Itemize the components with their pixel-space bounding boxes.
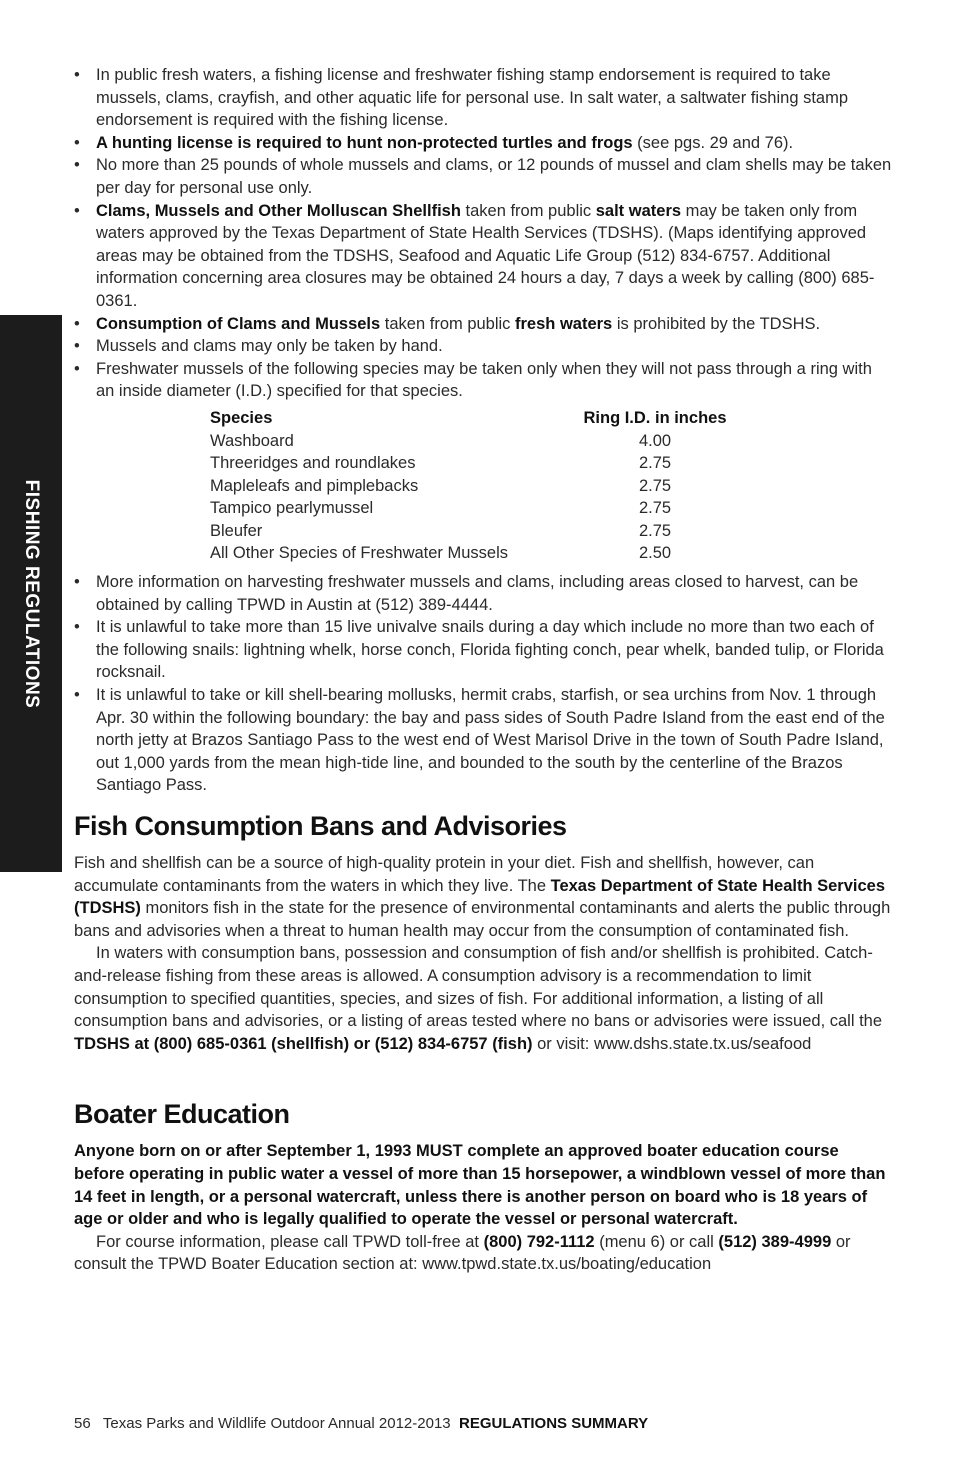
regulation-bullets: [74, 64, 892, 403]
publication-title: Texas Parks and Wildlife Outdoor Annual 2012-2013: [102, 1415, 451, 1432]
text-run: Mussels and clams may only be taken by hand.: [96, 337, 443, 356]
bold-text: Clams, Mussels and Other Molluscan Shellfish: [96, 201, 461, 220]
text-run: No more than 25 pounds of whole mussels and clams, or 12 pounds of mussel and clam shells may be taken per day for personal use only.: [96, 156, 892, 197]
species-table-body: [210, 430, 730, 566]
table-row: [210, 497, 730, 520]
boater-education-contact: [74, 1231, 892, 1276]
species-name-cell: Washboard: [210, 431, 294, 450]
table-row: [210, 475, 730, 498]
text-run: More information on harvesting freshwater mussels and clams, including areas closed to harvest, can be obtained by calling TPWD in Austin at (512) 389-4444.: [96, 573, 859, 614]
bold-text: A hunting license is required to hunt non-protected turtles and frogs: [96, 133, 633, 152]
text-run: In public fresh waters, a fishing license and freshwater fishing stamp endorsement is required to take mussels, clams, crayfish, and other aquatic life for personal use. In salt water, a saltwater fishing stamp endorsement is required with the fishing license.: [96, 66, 849, 130]
page-footer: [74, 1415, 648, 1432]
bold-text: fresh waters: [515, 314, 613, 333]
fish-consumption-paragraph-2: [74, 942, 892, 1055]
text-run: For course information, please call TPWD toll-free at: [96, 1232, 484, 1251]
bold-text: Texas Department of State Health Services (TDSHS): [74, 876, 886, 918]
text-run: (menu 6) or call: [594, 1232, 719, 1251]
bold-text: (800) 792-1112: [483, 1232, 595, 1251]
fish-consumption-paragraph-1: [74, 852, 892, 942]
species-ring-table: [210, 407, 730, 565]
list-item: [74, 616, 892, 684]
table-row: [210, 430, 730, 453]
bold-text: (512) 389-4999: [718, 1232, 832, 1251]
table-row: [210, 452, 730, 475]
ring-column-header: Ring I.D. in inches: [583, 408, 727, 427]
text-run: Fish and shellfish can be a source of high-quality protein in your diet. Fish and shellfish, however, can accumulate contaminants from the waters in which they live. The: [74, 854, 815, 895]
text-run: It is unlawful to take more than 15 live univalve snails during a day which include no more than two each of the following snails: lightning whelk, horse conch, Florida fighting conch, pear whelk, banded tulip, or Florida rocksnail.: [96, 618, 884, 682]
ring-size-cell: 2.75: [638, 454, 672, 473]
text-run: (see pgs. 29 and 76).: [632, 133, 794, 152]
table-row: [210, 520, 730, 543]
species-name-cell: Mapleleafs and pimplebacks: [210, 476, 419, 495]
page-content: [74, 64, 892, 1276]
text-run: monitors fish in the state for the presence of environmental contaminants and alerts the public through bans and advisories when a threat to human health may occur from the consumption of contaminated fish.: [74, 899, 891, 940]
bold-text: TDSHS at (800) 685-0361 (shellfish) or (512) 834-6757 (fish): [74, 1034, 533, 1053]
species-name-cell: Threeridges and roundlakes: [210, 454, 416, 473]
species-name-cell: All Other Species of Freshwater Mussels: [210, 544, 509, 563]
section-heading-boater-education: Boater Education: [74, 1099, 290, 1130]
list-item: [74, 200, 892, 313]
boater-education-requirement: Anyone born on or after September 1, 1993 MUST complete an approved boater education course before operating in public water a vessel of more than 15 horsepower, a windblown vessel of more than 14 feet in length, or a personal watercraft, unless there is another person on board who is 18 years of age or older and who is legally qualified to operate the vessel or personal watercraft.: [74, 1142, 886, 1229]
list-item: [74, 313, 892, 336]
ring-size-cell: 2.75: [638, 499, 672, 518]
species-name-cell: Bleufer: [210, 521, 263, 540]
text-run: may be taken only from waters approved by the Texas Department of State Health Services (TDSHS). (Maps identifying approved areas may be obtained from the TDSHS, Seafood and Aquatic Life Group (512) 834-6757. Additional information concerning area closures may be obtained 24 hours a day, 7 days a week by calling (800) 685-0361.: [96, 201, 875, 310]
table-row: [210, 542, 730, 565]
list-item: [74, 132, 892, 155]
section-heading-fish-consumption: Fish Consumption Bans and Advisories: [74, 811, 567, 841]
bold-text: salt waters: [595, 201, 682, 220]
text-run: is prohibited by the TDSHS.: [612, 314, 821, 333]
text-run: or consult the TPWD Boater Education section at: www.tpwd.state.tx.us/boating/education: [74, 1232, 851, 1274]
bold-text: Consumption of Clams and Mussels: [96, 314, 381, 333]
list-item: [74, 64, 892, 132]
table-header-row: [210, 407, 730, 430]
side-section-tab: [0, 315, 62, 872]
list-item: [74, 358, 892, 403]
text-run: taken from public: [380, 314, 516, 333]
ring-size-cell: 2.50: [638, 544, 672, 563]
text-run: In waters with consumption bans, possession and consumption of fish and/or shellfish is prohibited. Catch-and-release fishing from these areas is allowed. A consumption advisory is a recommendation to limit consumption to specified quantities, species, and sizes of fish. For additional information, a listing of all consumption bans and advisories, or a listing of areas tested where no bans or advisories were issued, call the: [74, 944, 883, 1031]
list-item: [74, 684, 892, 797]
side-tab-label: FISHING REGULATIONS: [21, 479, 42, 708]
text-run: or visit: www.dshs.state.tx.us/seafood: [532, 1034, 812, 1053]
regulation-bullets-continued: [74, 571, 892, 797]
text-run: taken from public: [460, 201, 596, 220]
list-item: [74, 335, 892, 358]
text-run: Freshwater mussels of the following species may be taken only when they will not pass through a ring with an inside diameter (I.D.) specified for that species.: [96, 359, 872, 401]
species-column-header: Species: [210, 408, 273, 427]
list-item: [74, 154, 892, 199]
text-run: It is unlawful to take or kill shell-bearing mollusks, hermit crabs, starfish, or sea urchins from Nov. 1 through Apr. 30 within the following boundary: the bay and pass sides of South Padre Island from the east end of the north jetty at Brazos Santiago Pass to the west end of West Marisol Drive in the town of South Padre Island, out 1,000 yards from the mean high-tide line, and bounded to the south by the centerline of the Brazos Santiago Pass.: [96, 686, 885, 795]
ring-size-cell: 4.00: [638, 431, 672, 450]
page-number: 56: [74, 1415, 91, 1432]
ring-size-cell: 2.75: [638, 521, 672, 540]
footer-section-label: REGULATIONS SUMMARY: [458, 1415, 649, 1432]
ring-size-cell: 2.75: [638, 476, 672, 495]
species-name-cell: Tampico pearlymussel: [210, 499, 374, 518]
list-item: [74, 571, 892, 616]
